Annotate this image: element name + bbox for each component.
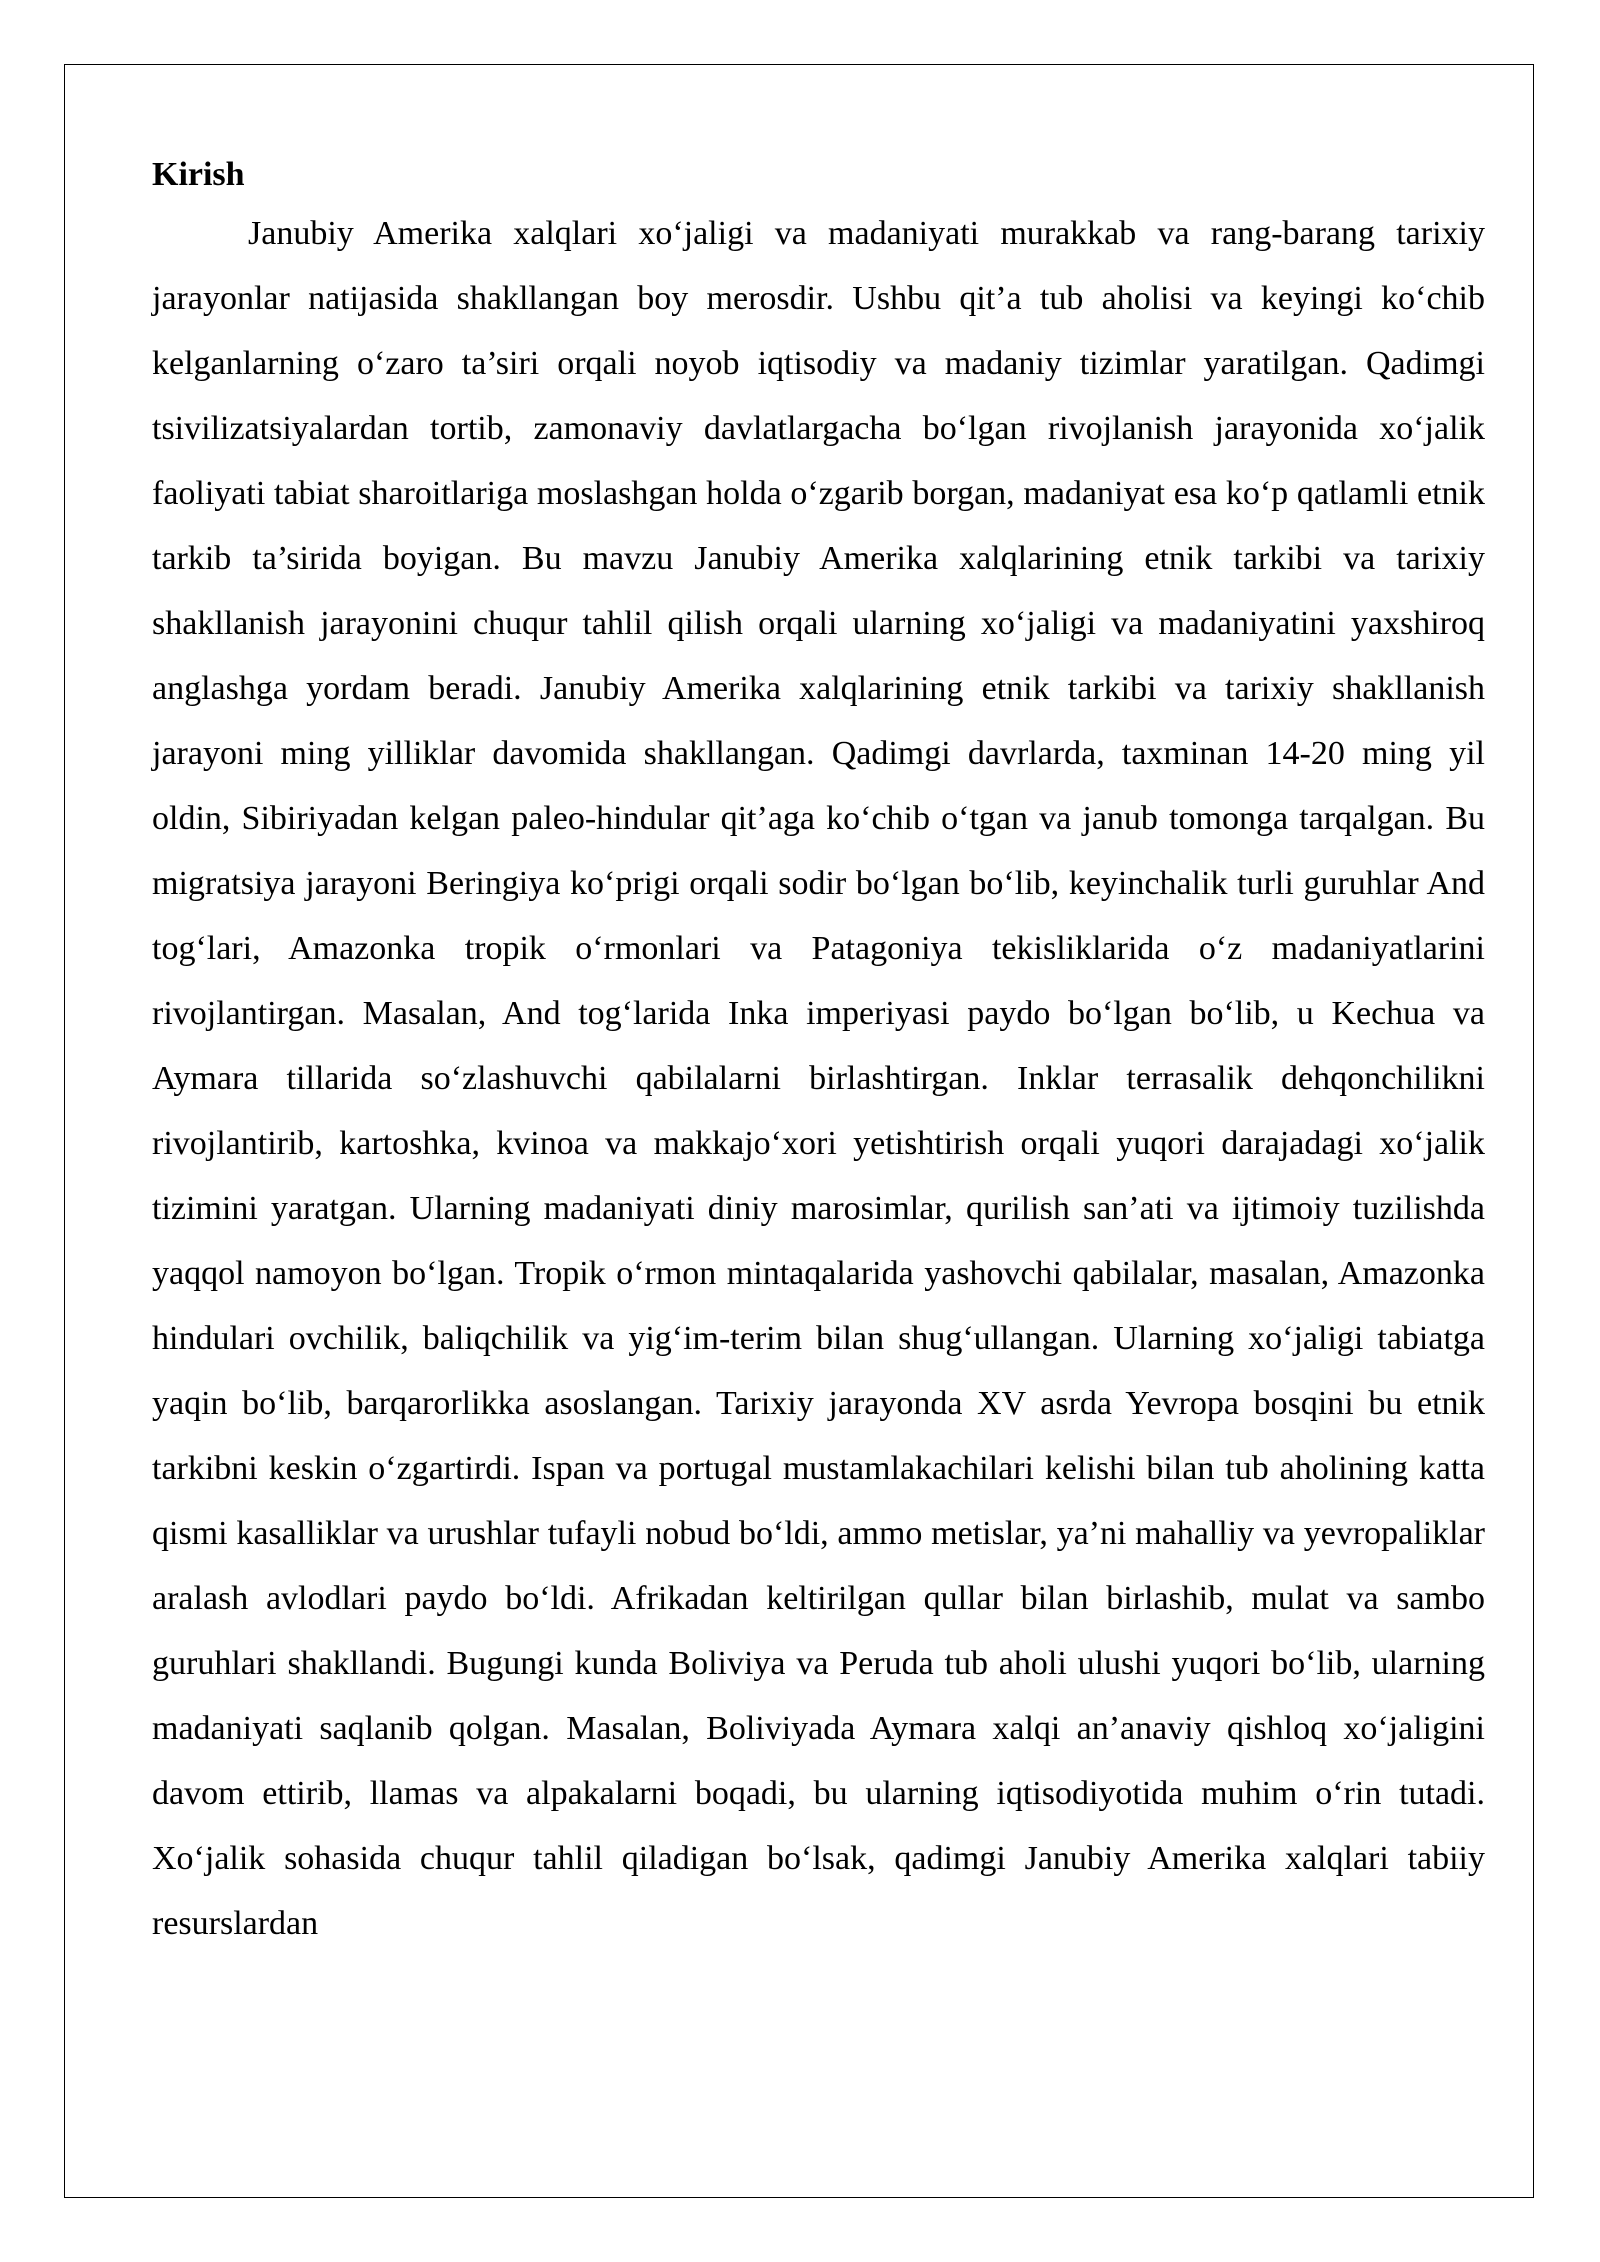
body-paragraph: Janubiy Amerika xalqlari xo‘jaligi va madaniyati murakkab va rang-barang tarixiy jarayonlar natijasida shakllangan boy merosdir. Ushbu qit’a tub aholisi va keyingi ko‘chib kelganlarning o‘zaro ta’siri orqali noyob iqtisodiy va madaniy tizimlar yaratilgan. Qadimgi tsivilizatsiyalardan tortib, zamonaviy davlatlargacha bo‘lgan rivojlanish jarayonida xo‘jalik faoliyati tabiat sharoitlariga moslashgan holda o‘zgarib borgan, madaniyat esa ko‘p qatlamli etnik tarkib ta’sirida boyigan. Bu mavzu Janubiy Amerika xalqlarining etnik tarkibi va tarixiy shakllanish jarayonini chuqur tahlil qilish orqali ularning xo‘jaligi va madaniyatini yaxshiroq anglashga yordam beradi. Janubiy Amerika xalqlarining etnik tarkibi va tarixiy shakllanish jarayoni ming yilliklar davomida shakllangan. Qadimgi davrlarda, taxminan 14-20 ming yil oldin, Sibiriyadan kelgan paleo-hindular qit’aga ko‘chib o‘tgan va janub tomonga tarqalgan. Bu migratsiya jarayoni Beringiya ko‘prigi orqali sodir bo‘lgan bo‘lib, keyinchalik turli guruhlar And tog‘lari, Amazonka tropik o‘rmonlari va Patagoniya tekisliklarida o‘z madaniyatlarini rivojlantirgan. Masalan, And tog‘larida Inka imperiyasi paydo bo‘lgan bo‘lib, u Kechua va Aymara tillarida so‘zlashuvchi qabilalarni birlashtirgan. Inklar terrasalik dehqonchilikni rivojlantirib, kartoshka, kvinoa va makkajo‘xori yetishtirish orqali yuqori darajadagi xo‘jalik tizimini yaratgan. Ularning madaniyati diniy marosimlar, qurilish san’ati va ijtimoiy tuzilishda yaqqol namoyon bo‘lgan. Tropik o‘rmon mintaqalarida yashovchi qabilalar, masalan, Amazonka hindulari ovchilik, baliqchilik va yig‘im-terim bilan shug‘ullangan. Ularning xo‘jaligi tabiatga yaqin bo‘lib, barqarorlikka asoslangan. Tarixiy jarayonda XV asrda Yevropa bosqini bu etnik tarkibni keskin o‘zgartirdi. Ispan va portugal mustamlakachilari kelishi bilan tub aholining katta qismi kasalliklar va urushlar tufayli nobud bo‘ldi, ammo metislar, ya’ni mahalliy va yevropaliklar aralash avlodlari paydo bo‘ldi. Afrikadan keltirilgan qullar bilan birlashib, mulat va sambo guruhlari shakllandi. Bugungi kunda Boliviya va Peruda tub aholi ulushi yuqori bo‘lib, ularning madaniyati saqlanib qolgan. Masalan, Boliviyada Aymara xalqi an’anaviy qishloq xo‘jaligini davom ettirib, llamas va alpakalarni boqadi, bu ularning iqtisodiyotida muhim o‘rin tutadi. Xo‘jalik sohasida chuqur tahlil qiladigan bo‘lsak, qadimgi Janubiy Amerika xalqlari tabiiy resurslardan (152, 215, 1485, 1942)
document-body (152, 148, 1485, 1956)
section-heading: Kirish (152, 156, 245, 193)
